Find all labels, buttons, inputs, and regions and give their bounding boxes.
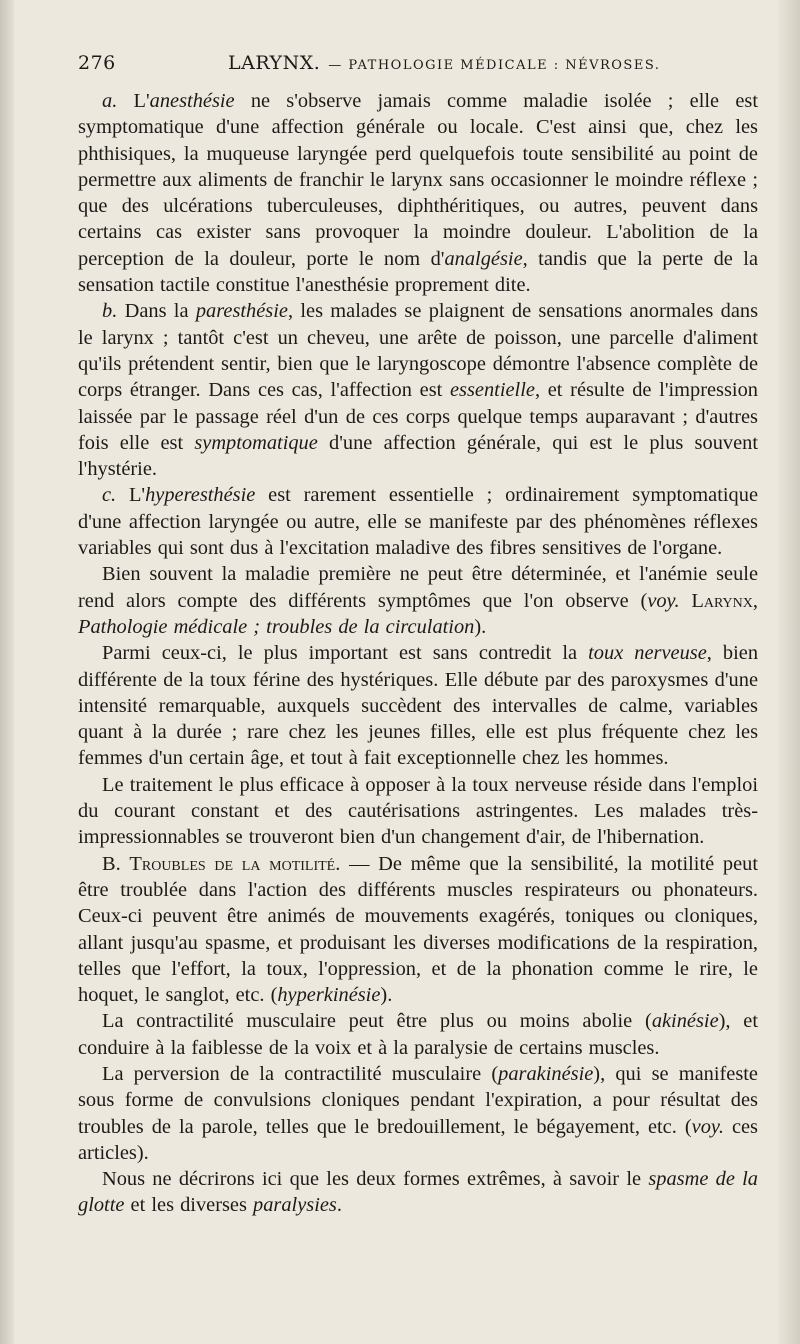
text-run: .	[336, 1194, 342, 1217]
text-run: Le traitement le plus efficace à opposer à la toux nerveuse réside dans l'emploi du courant constant et des cautérisations astringentes. Les malades très-impressionnables se trouveront bien d'un changement d'air, de l'hibernation.	[78, 773, 758, 849]
text-run: ), et conduire à la faiblesse de la voix et à la paralysie de certains muscles.	[78, 1010, 759, 1059]
text-run: ne s'observe jamais comme maladie isolée ; elle est symptomatique d'une affection générale ou locale. C'est ainsi que, chez les phthisiques, la muqueuse laryngée perd quelquefois toute sensibilité au point de permettre aux aliments de franchir le larynx sans occasionner le moindre réflexe ; que des ulcérations tuberculeuses, diphthéritiques, ou autres, peuvent dans certains cas exister sans provoquer la moindre douleur. L'abolition de la perception de la douleur, porte le nom d'	[78, 90, 758, 270]
text-run: L'	[116, 484, 146, 507]
paragraph	[78, 1008, 758, 1061]
italic-text: hyperkinésie	[277, 984, 381, 1007]
paragraph	[78, 561, 758, 640]
text-run: Bien souvent la maladie première ne peut être déterminée, et l'anémie seule rend alors compte des différents symptômes que l'on observe (	[78, 563, 758, 612]
running-head	[78, 52, 758, 88]
paragraph	[78, 772, 758, 851]
text-run: ces articles).	[78, 1115, 758, 1164]
italic-text: a.	[102, 90, 118, 112]
paragraph	[78, 1061, 758, 1166]
text-run: ,	[752, 589, 758, 612]
page-number: 276	[78, 52, 116, 74]
text-run: , les malades se plaignent de sensations anormales dans le larynx ; tantôt c'est un cheveu, une arête de poisson, une parcelle d'aliment qu'ils prétendent sentir, bien que le laryngoscope démontre l'absence complète de corps étranger. Dans ces cas, l'affection est	[78, 300, 759, 402]
italic-text: parakinésie	[498, 1062, 594, 1085]
text-run: , bien différente de la toux férine des hystériques. Elle débute par des paroxysmes d'une intensité remarquable, auxquels succèdent des intervalles de calme, variables quant à la durée ; rare chez les jeunes filles, elle est plus fréquente chez les femmes d'un certain âge, et tout à fait exceptionnelle chez les hommes.	[78, 642, 759, 770]
text-run: est rarement essentielle ; ordinairement symptomatique d'une affection laryngée ou autre, elle se manifeste par des phénomènes réflexes variables qui sont dus à l'excitation maladive des fibres sensitives de l'organe.	[78, 484, 758, 560]
italic-text: c.	[102, 484, 117, 507]
italic-text: hyperesthésie	[145, 484, 256, 507]
text-run: B.	[102, 852, 130, 875]
body-text	[78, 88, 758, 1219]
page-binding-shadow	[0, 0, 14, 1344]
italic-text: analgésie	[444, 247, 523, 270]
text-run: La perversion de la contractilité musculaire (	[102, 1062, 499, 1085]
running-head-subtitle: — PATHOLOGIE MÉDICALE : NÉVROSES.	[328, 58, 661, 73]
text-run: , tandis que la perte de la sensation tactile constitue l'anesthésie proprement dite.	[78, 247, 758, 297]
italic-text: spasme de la glotte	[78, 1168, 758, 1217]
italic-text: voy.	[691, 1115, 724, 1138]
text-run	[680, 590, 692, 612]
text-run: Nous ne décrirons ici que les deux formes extrêmes, à savoir le	[102, 1168, 649, 1191]
paragraph	[78, 640, 758, 771]
italic-text: b.	[102, 300, 118, 323]
text-run: et les diverses	[124, 1194, 254, 1217]
text-run: ).	[380, 984, 393, 1007]
book-page	[78, 52, 758, 1219]
italic-text: akinésie	[651, 1010, 719, 1033]
small-caps-text: Larynx	[691, 589, 753, 612]
text-run: — De même que la sensibilité, la motilité peut être troublée dans l'action des différents muscles respirateurs ou phonateurs. Ceux-ci peuvent être animés de mouvements exagérés, toniques ou cloniques, allant jusqu'au spasme, et produisant les diverses modifications de la respiration, telles que l'effort, la toux, l'oppression, et de la phonation comme le rire, le hoquet, le sanglot, etc. (	[78, 852, 759, 1007]
text-run: ), qui se manifeste sous forme de convulsions cloniques pendant l'expiration, a pour résultat des troubles de la parole, telles que le bredouillement, le bégayement, etc. (	[78, 1062, 758, 1138]
paragraph	[78, 88, 758, 298]
text-run: Parmi ceux-ci, le plus important est sans contredit la	[102, 642, 589, 665]
paragraph	[78, 1166, 758, 1219]
text-run: L'	[117, 90, 150, 112]
italic-text: toux nerveuse	[588, 642, 707, 665]
italic-text: symptomatique	[194, 431, 318, 454]
text-run: La contractilité musculaire peut être plus ou moins abolie (	[102, 1010, 652, 1033]
text-run: Dans la	[117, 300, 196, 323]
italic-text: paralysies	[253, 1194, 337, 1217]
text-run: ).	[474, 615, 487, 638]
running-head-title: LARYNX.	[228, 52, 321, 74]
paragraph	[78, 482, 758, 561]
text-run: d'une affection générale, qui est le plus souvent l'hystérie.	[78, 431, 758, 481]
small-caps-text: Troubles de la motilité.	[129, 852, 341, 875]
paragraph	[78, 851, 758, 1009]
page-edge-shadow	[778, 0, 800, 1344]
italic-text: Pathologie médicale ; troubles de la circulation	[78, 615, 475, 638]
italic-text: voy.	[647, 589, 680, 612]
italic-text: paresthésie	[195, 300, 288, 323]
italic-text: essentielle	[450, 379, 535, 402]
italic-text: anesthésie	[149, 90, 235, 112]
paragraph	[78, 298, 758, 482]
text-run: , et résulte de l'impression laissée par le passage réel d'un de ces corps quelque temps auparavant ; d'autres fois elle est	[78, 379, 758, 454]
